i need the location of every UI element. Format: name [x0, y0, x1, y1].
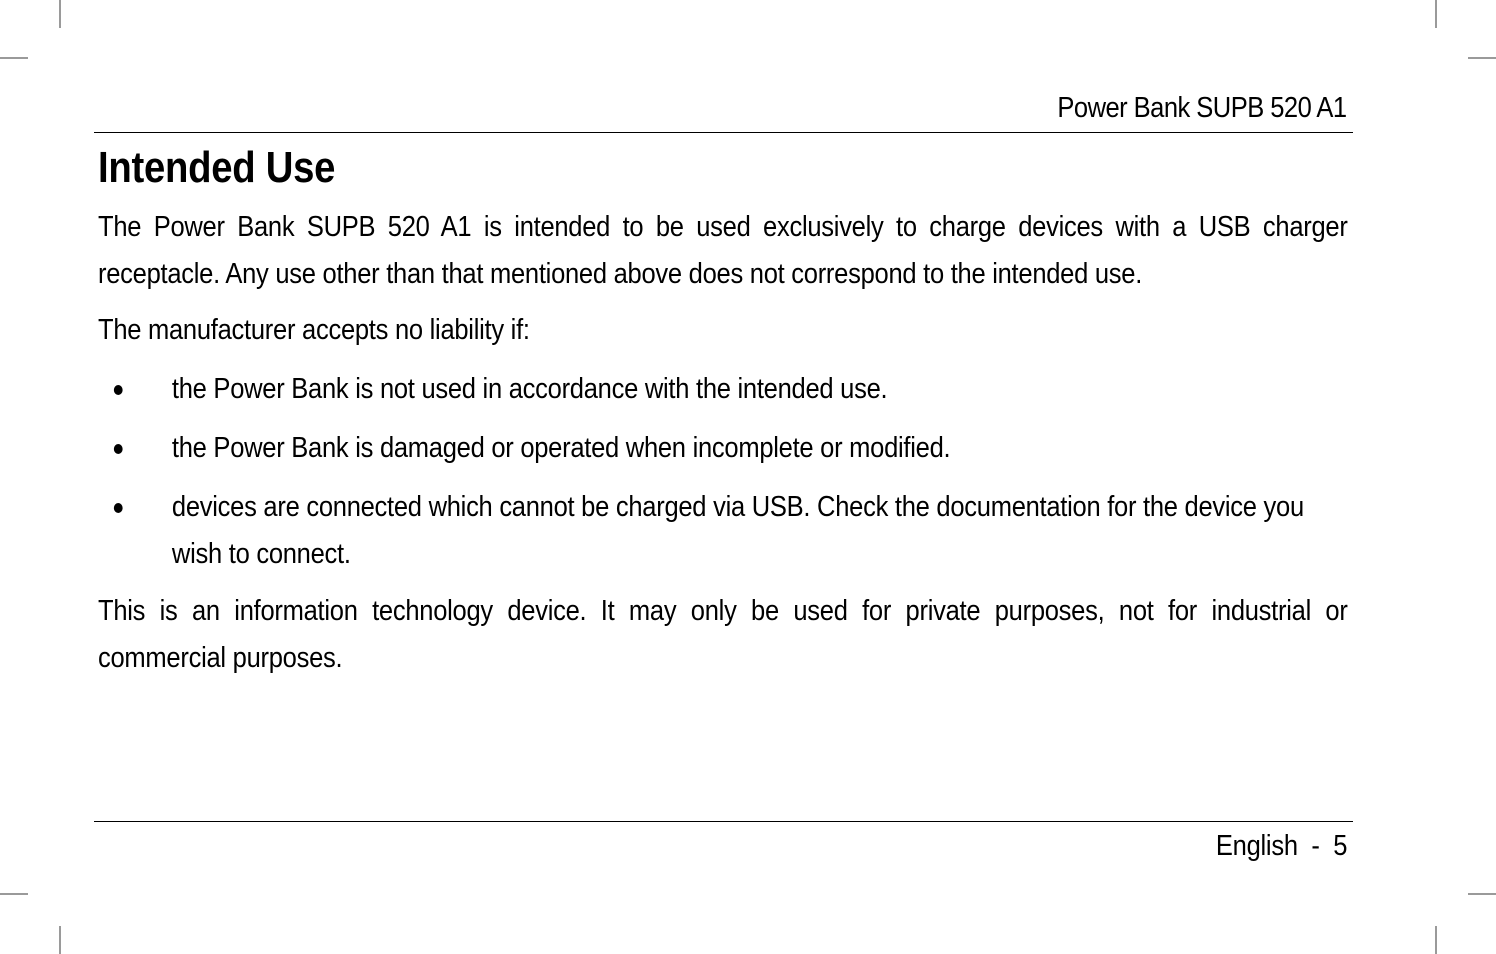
page-number: 5	[1333, 830, 1347, 862]
footer-rule	[94, 821, 1353, 822]
crop-mark-top-right-vertical	[1435, 0, 1437, 28]
list-item	[98, 425, 1348, 472]
running-header-title: Power Bank SUPB 520 A1	[1057, 92, 1347, 124]
section-heading: Intended Use	[98, 144, 336, 192]
crop-mark-top-left-vertical	[59, 0, 61, 28]
liability-lead-paragraph: The manufacturer accepts no liability if:	[98, 314, 530, 346]
list-item	[98, 484, 1348, 578]
crop-mark-top-left-horizontal	[0, 57, 28, 59]
bullet-icon	[114, 385, 123, 395]
crop-mark-bottom-right-vertical	[1435, 926, 1437, 954]
list-item	[98, 366, 1348, 413]
footer-separator: -	[1311, 830, 1320, 862]
header-rule	[94, 132, 1353, 133]
bullet-icon	[114, 444, 123, 454]
list-item-text: the Power Bank is damaged or operated when incomplete or modified.	[171, 432, 951, 464]
crop-mark-bottom-right-horizontal	[1468, 893, 1496, 895]
intro-paragraph: The Power Bank SUPB 520 A1 is intended to be used exclusively to charge devices with a USB charger receptacle. Any use other than that mentioned above does not correspond to the intended use.	[98, 211, 1348, 290]
page-footer	[1216, 829, 1347, 863]
footer-language: English	[1215, 830, 1298, 862]
crop-mark-bottom-left-horizontal	[0, 893, 28, 895]
closing-paragraph: This is an information technology device. It may only be used for private purposes, not for industrial or commercial purposes.	[98, 595, 1348, 674]
list-item-text: devices are connected which cannot be charged via USB. Check the documentation for the device you wish to connect.	[171, 491, 1304, 570]
crop-mark-top-right-horizontal	[1468, 57, 1496, 59]
list-item-text: the Power Bank is not used in accordance with the intended use.	[171, 373, 888, 405]
liability-list	[98, 366, 1348, 578]
page-content	[98, 144, 1348, 682]
crop-mark-bottom-left-vertical	[59, 926, 61, 954]
bullet-icon	[114, 503, 123, 513]
